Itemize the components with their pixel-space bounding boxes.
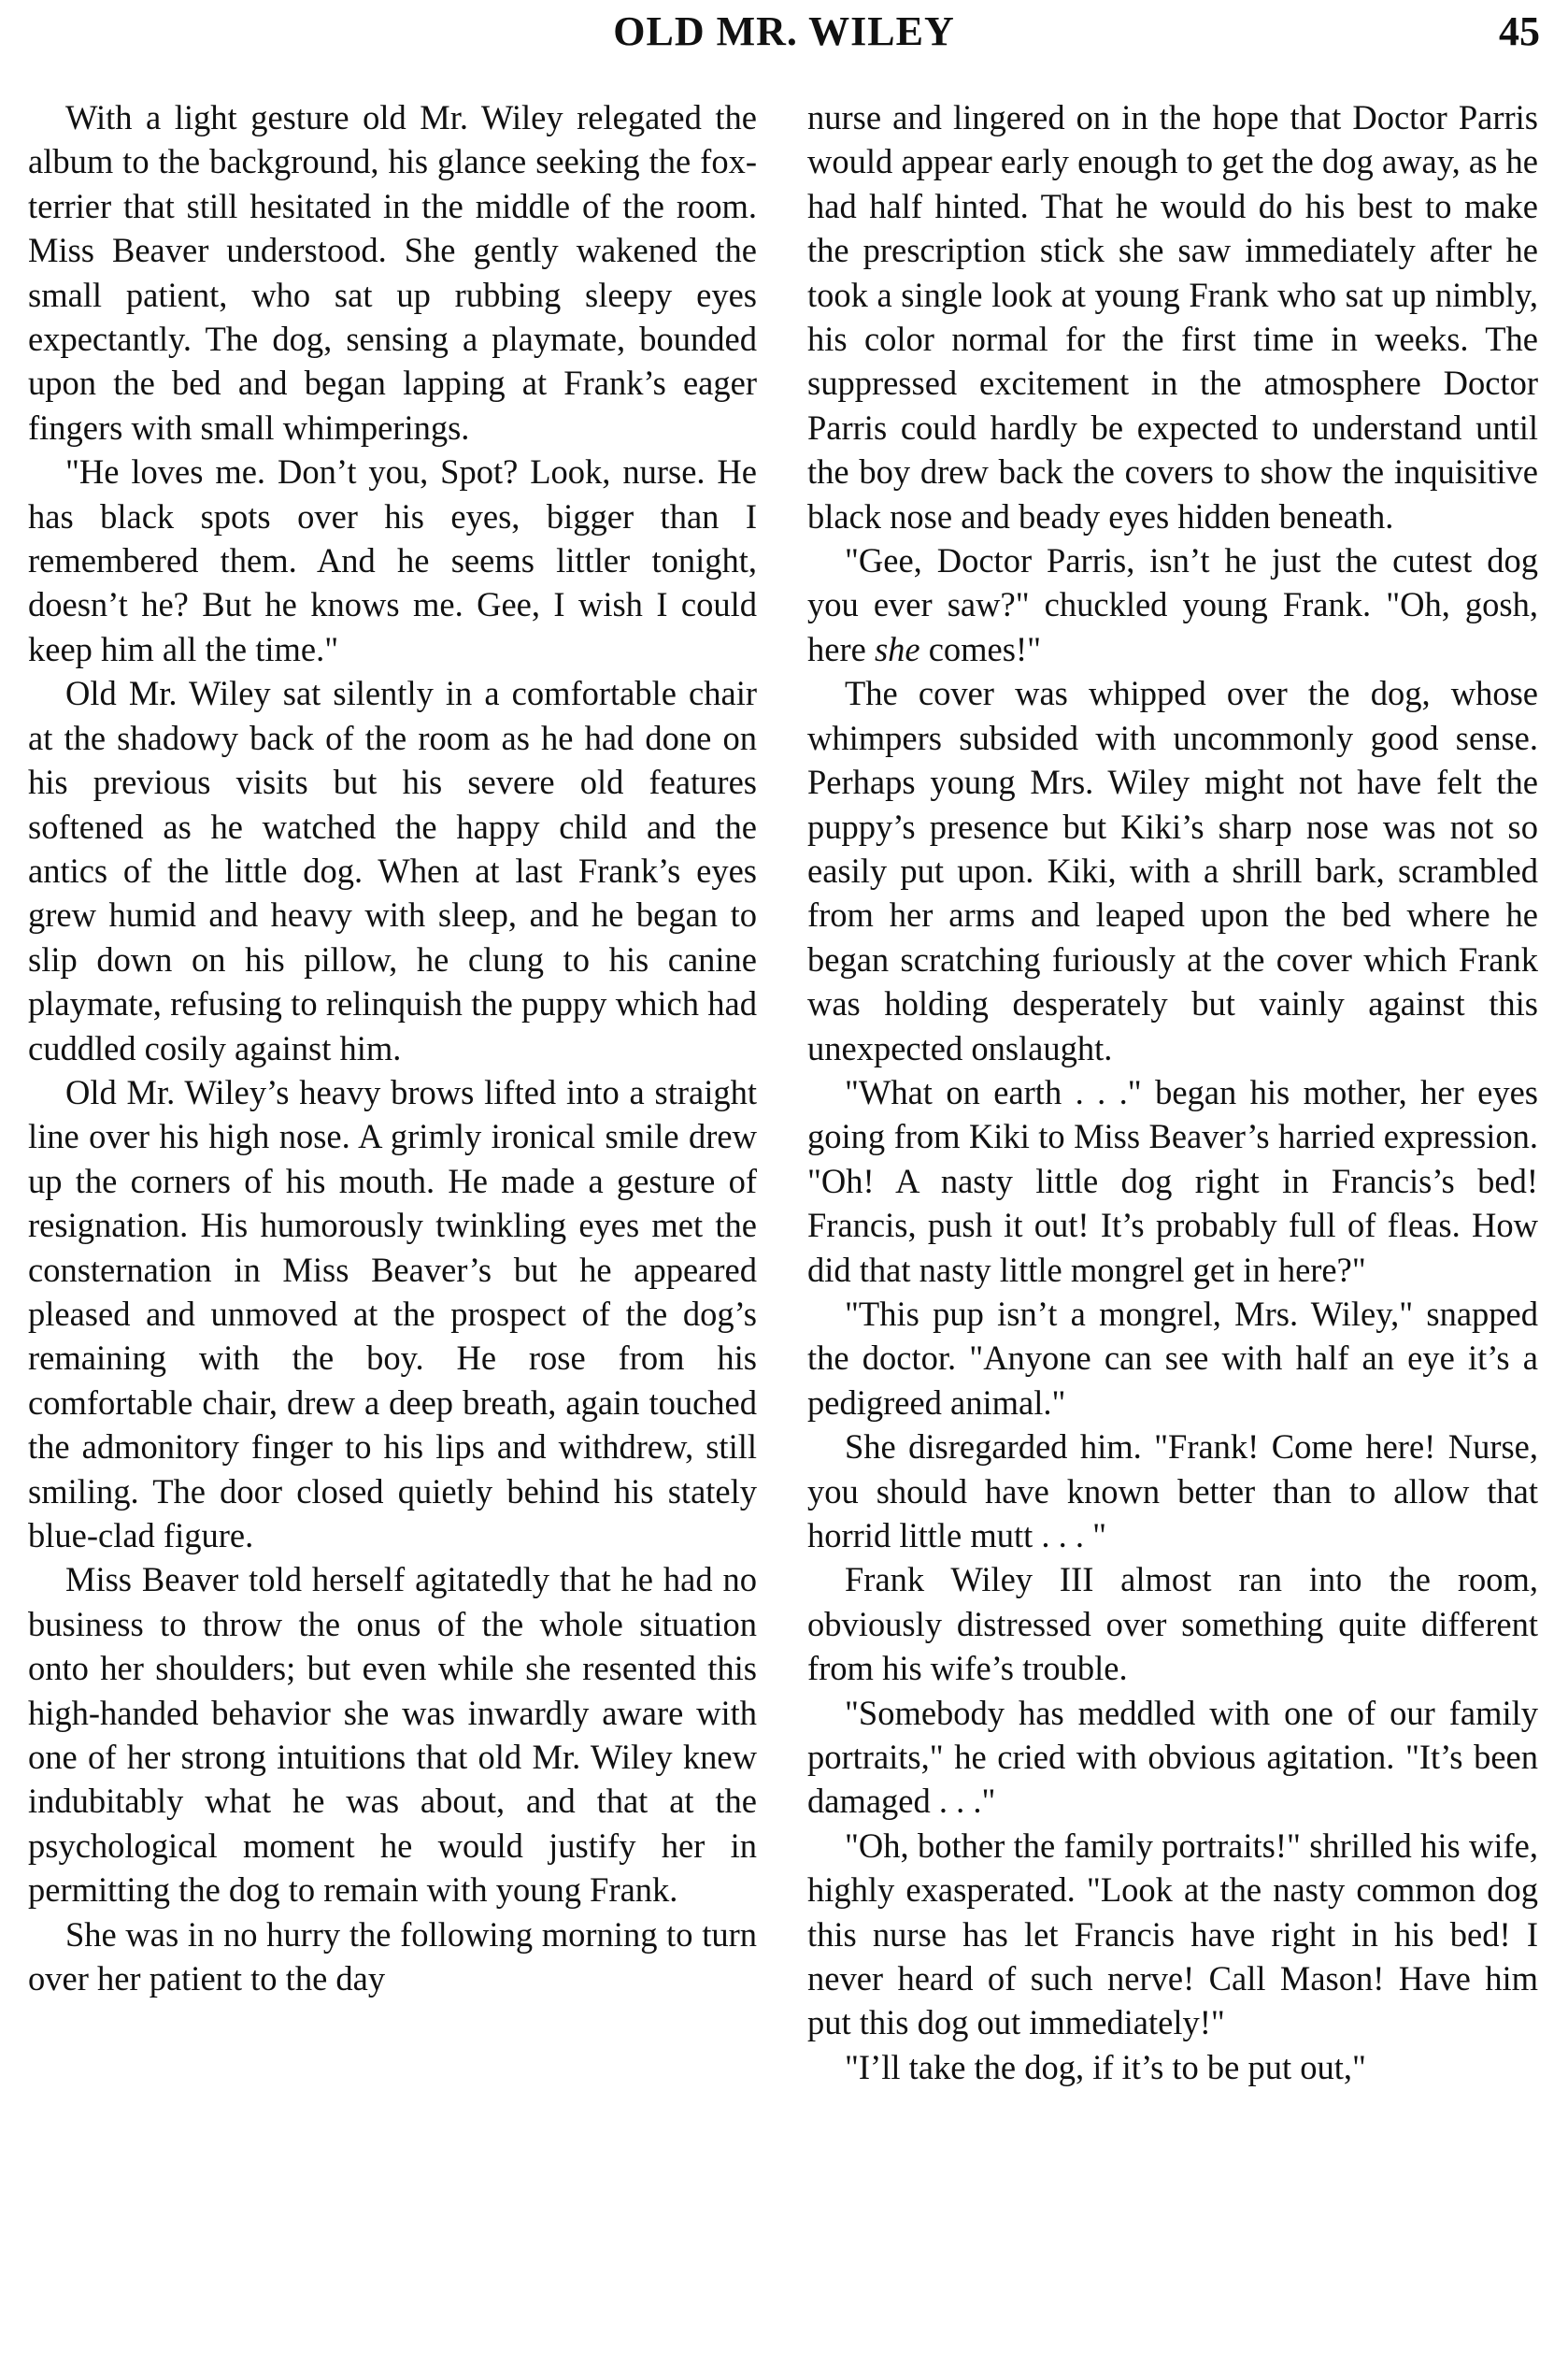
- running-title: OLD MR. WILEY: [613, 8, 955, 54]
- paragraph-text: comes!": [919, 629, 1042, 668]
- paragraph: Old Mr. Wiley’s heavy brows lifted into a straight line over his high nose. A grimly ironical smile drew up the corners of his mouth. He made a gesture of resignation. His humorously twinkling eyes met the consternation in Miss Beaver’s but he appeared pleased and unmoved at the prospect of the dog’s remaining with the boy. He rose from his comfortable chair, drew a deep breath, again touched the admonitory finger to his lips and withdrew, still smiling. The door closed quietly behind his stately blue-clad figure.: [28, 1072, 757, 1554]
- paragraph: Frank Wiley III almost ran into the room, obviously distressed over something quite different from his wife’s trouble.: [807, 1560, 1538, 1688]
- paragraph: "Oh, bother the family portraits!" shrilled his wife, highly exasperated. "Look at the nasty common dog this nurse has let Francis have right in his bed! I never heard of such nerve! Call Mason! Have him put this dog out immediately!": [807, 1826, 1538, 2042]
- right-column: [807, 95, 1538, 2348]
- paragraph-text: "Gee, Doctor Parris, isn’t he just the cutest dog you ever saw?" chuckled young Frank. "Oh, gosh, here: [807, 541, 1538, 668]
- paragraph: She was in no hurry the following morning to turn over her patient to the day: [28, 1914, 757, 1998]
- paragraph: Old Mr. Wiley sat silently in a comfortable chair at the shadowy back of the room as he had done on his previous visits but his severe old features softened as he watched the happy child and the antics of the little dog. When at last Frank’s eyes grew humid and heavy with sleep, and he began to slip down on his pillow, he clung to his canine playmate, refusing to relinquish the puppy which had cuddled cosily against him.: [28, 674, 757, 1067]
- left-column: [28, 95, 757, 2348]
- paragraph: "I’ll take the dog, if it’s to be put out,": [845, 2047, 1366, 2086]
- paragraph: "He loves me. Don’t you, Spot? Look, nurse. He has black spots over his eyes, bigger than I remembered them. And he seems littler tonight, doesn’t he? But he knows me. Gee, I wish I could keep him all the time.": [28, 452, 757, 668]
- paragraph: She disregarded him. "Frank! Come here! Nurse, you should have known better than to allow that horrid little mutt . . . ": [807, 1427, 1538, 1554]
- page-number: 45: [1499, 8, 1540, 54]
- page-header: [0, 0, 1568, 75]
- paragraph: Miss Beaver told herself agitatedly that he had no business to throw the onus of the whole situation onto her shoulders; but even while she resented this high-handed behavior she was inwardly aware with one of her strong intuitions that old Mr. Wiley knew indubitably what he was about, and that at the psychological moment he would justify her in permitting the dog to remain with young Frank.: [28, 1560, 757, 1910]
- paragraph: With a light gesture old Mr. Wiley relegated the album to the background, his glance seeking the fox-terrier that still hesitated in the middle of the room. Miss Beaver understood. She gently wakened the small patient, who sat up rubbing sleepy eyes expectantly. The dog, sensing a playmate, bounded upon the bed and began lapping at Frank’s eager fingers with small whimperings.: [28, 98, 757, 447]
- continued-paragraph: nurse and lingered on in the hope that Doctor Parris would appear early enough to get the dog away, as he had half hinted. That he would do his best to make the prescription stick she saw immediately after he took a single look at young Frank who sat up nimbly, his color normal for the first time in weeks. The suppressed excitement in the atmosphere Doctor Parris could hardly be expected to understand until the boy drew back the covers to show the inquisitive black nose and beady eyes hidden beneath.: [807, 98, 1538, 536]
- paragraph: The cover was whipped over the dog, whose whimpers subsided with uncommonly good sense. Perhaps young Mrs. Wiley might not have felt the puppy’s presence but Kiki’s sharp nose was not so easily put upon. Kiki, with a shrill bark, scrambled from her arms and leaped upon the bed where he began scratching furiously at the cover which Frank was holding desperately but vainly against this unexpected onslaught.: [807, 674, 1538, 1067]
- paragraph: "Somebody has meddled with one of our family portraits," he cried with obvious agitation. "It’s been damaged . . .": [807, 1693, 1538, 1821]
- paragraph: "This pup isn’t a mongrel, Mrs. Wiley," snapped the doctor. "Anyone can see with half an eye it’s a pedigreed animal.": [807, 1294, 1538, 1422]
- emphasized-word: she: [874, 629, 920, 668]
- paragraph: "What on earth . . ." began his mother, her eyes going from Kiki to Miss Beaver’s harried expression. "Oh! A nasty little dog right in Francis’s bed! Francis, push it out! It’s probably full of fleas. How did that nasty little mongrel get in here?": [807, 1072, 1538, 1289]
- paragraph: [807, 538, 1538, 671]
